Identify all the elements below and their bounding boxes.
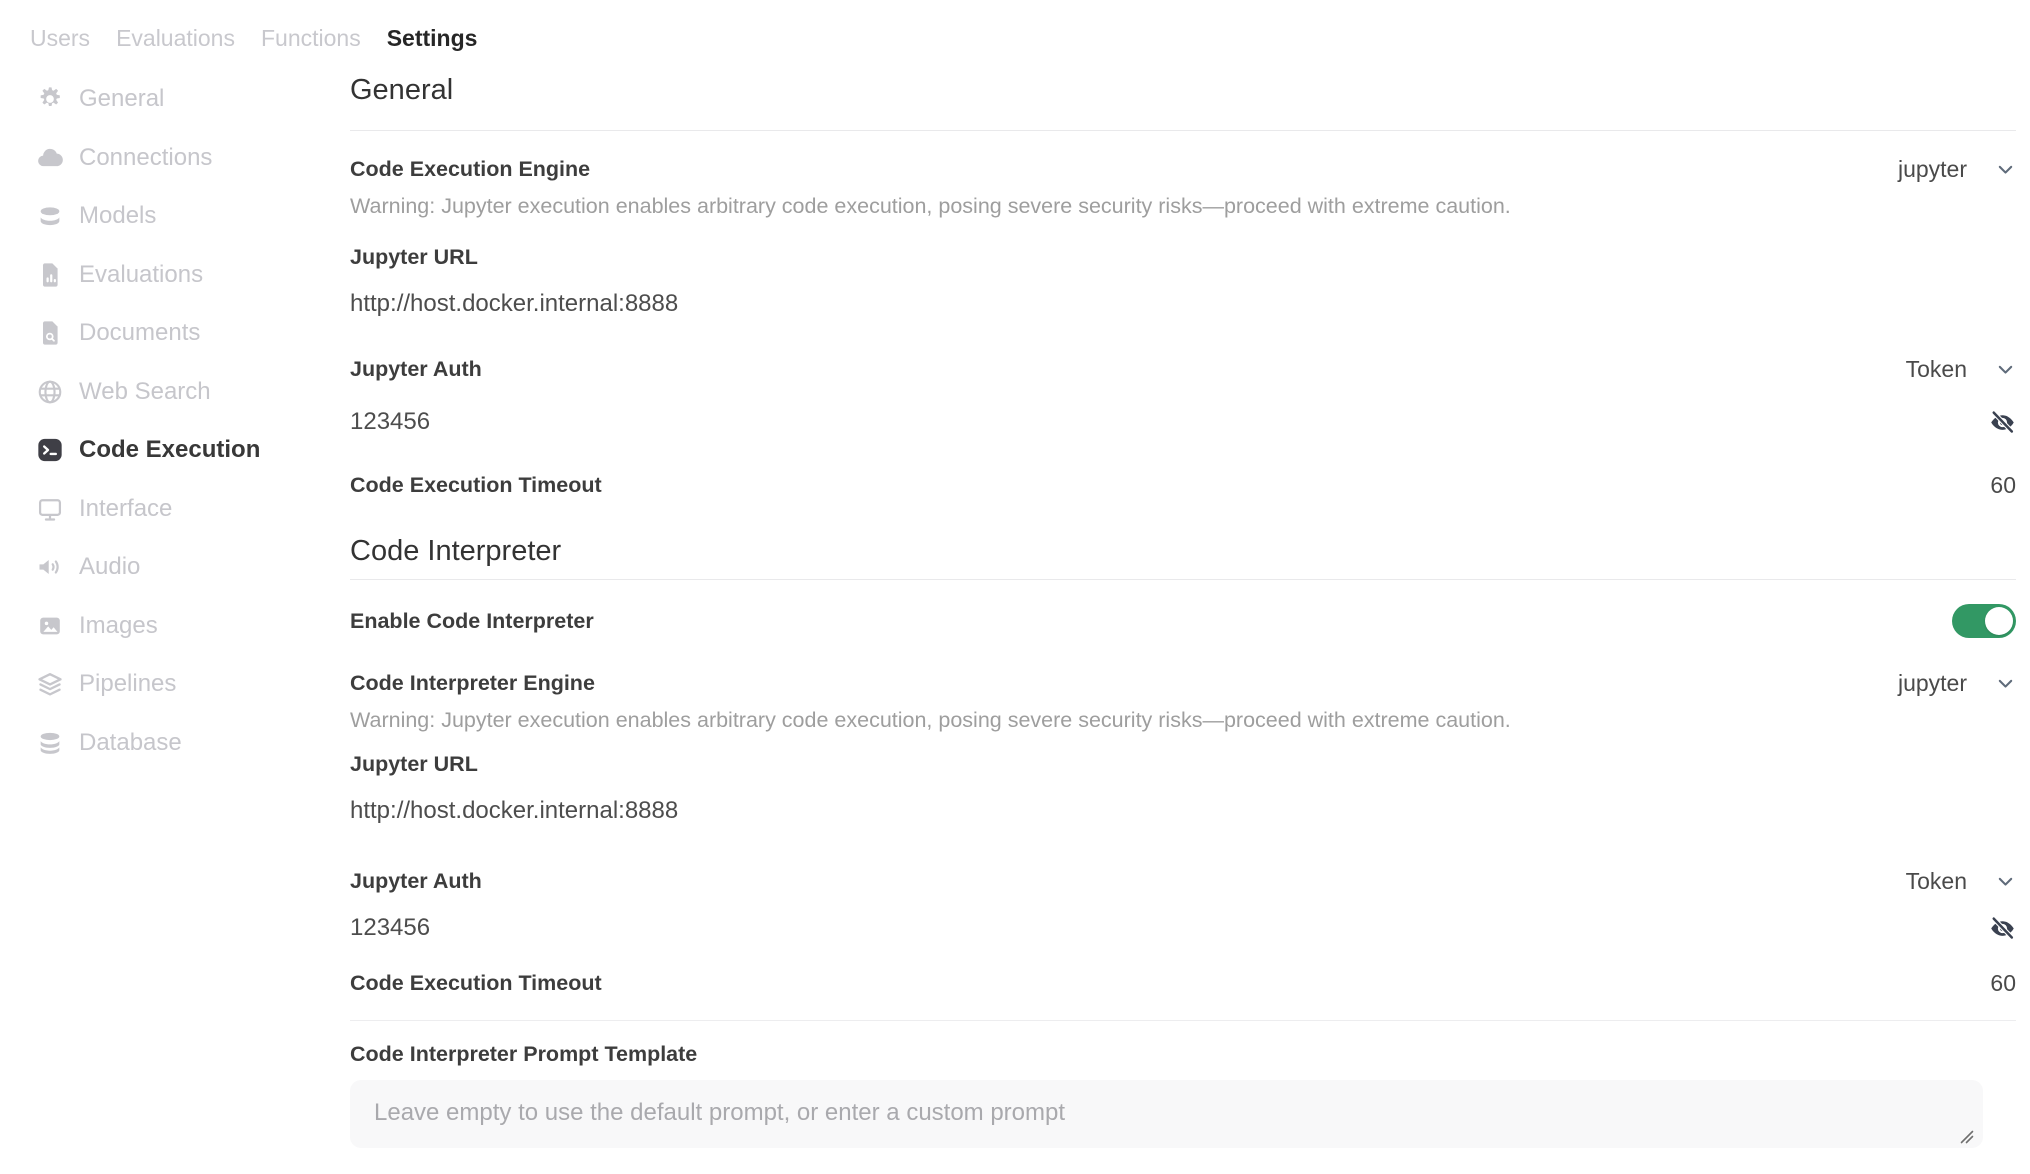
code-execution-engine-select[interactable] <box>1898 155 2016 183</box>
code-execution-engine-value: jupyter <box>1897 156 1967 182</box>
terminal-icon <box>36 436 64 464</box>
tab-functions[interactable]: Functions <box>260 24 361 51</box>
tab-settings[interactable]: Settings <box>386 24 478 51</box>
sidebar-item-label: Evaluations <box>79 260 204 288</box>
jupyter-token-input[interactable] <box>350 407 1989 437</box>
code-interpreter-engine-value: jupyter <box>1897 670 1967 696</box>
sidebar-item-evaluations[interactable] <box>36 246 350 305</box>
tab-evaluations[interactable]: Evaluations <box>116 24 235 51</box>
sidebar-item-general[interactable] <box>36 70 350 129</box>
enable-code-interpreter-toggle[interactable] <box>1952 604 2016 638</box>
toggle-token-visibility-button-2[interactable] <box>1989 915 2016 942</box>
code-execution-timeout-label: Code Execution Timeout <box>350 473 602 497</box>
jupyter-url-label: Jupyter URL <box>350 245 478 269</box>
sidebar-item-label: Interface <box>79 494 173 522</box>
layers-icon <box>36 670 64 698</box>
image-icon <box>36 612 64 640</box>
sidebar-item-documents[interactable] <box>36 304 350 363</box>
chevron-down-icon <box>1995 871 2016 892</box>
sidebar-item-label: Models <box>79 202 157 230</box>
divider <box>350 1020 2016 1021</box>
sidebar-item-label: Code Execution <box>79 436 261 464</box>
chevron-down-icon <box>1995 673 2016 694</box>
sidebar-item-models[interactable] <box>36 187 350 246</box>
jupyter-url-label: Jupyter URL <box>350 752 478 776</box>
jupyter-auth-value: Token <box>1905 356 1967 382</box>
code-interpreter-engine-select[interactable] <box>1898 669 2016 697</box>
sidebar-item-interface[interactable] <box>36 480 350 539</box>
sidebar-item-label: Connections <box>79 143 213 171</box>
sidebar-item-code-execution[interactable] <box>36 421 350 480</box>
jupyter-url-input[interactable] <box>350 289 2016 319</box>
document-search-icon <box>36 319 64 347</box>
stack-icon <box>36 202 64 230</box>
speaker-icon <box>36 553 64 581</box>
toggle-knob <box>1985 607 2013 635</box>
settings-sidebar <box>0 56 350 772</box>
sidebar-item-database[interactable] <box>36 714 350 773</box>
globe-icon <box>36 378 64 406</box>
prompt-template-label: Code Interpreter Prompt Template <box>350 1042 698 1066</box>
jupyter-token-input-2[interactable] <box>350 913 1989 943</box>
jupyter-auth-select[interactable] <box>1906 355 2016 383</box>
prompt-template-textarea[interactable] <box>350 1080 1983 1148</box>
section-title-general: General <box>350 74 454 106</box>
eye-slash-icon <box>1989 409 2016 436</box>
sidebar-item-connections[interactable] <box>36 129 350 188</box>
sidebar-item-pipelines[interactable] <box>36 655 350 714</box>
jupyter-auth-value: Token <box>1905 868 1967 894</box>
jupyter-url-input-2[interactable] <box>350 796 2016 826</box>
divider <box>350 579 2016 580</box>
enable-code-interpreter-label: Enable Code Interpreter <box>350 609 594 633</box>
admin-top-nav <box>0 0 2030 56</box>
chevron-down-icon <box>1995 359 2016 380</box>
gear-icon <box>36 85 64 113</box>
database-icon <box>36 729 64 757</box>
document-chart-icon <box>36 261 64 289</box>
jupyter-warning-text: Warning: Jupyter execution enables arbitrary code execution, posing severe security risks—proceed with extreme caution. <box>350 194 1511 218</box>
sidebar-item-audio[interactable] <box>36 538 350 597</box>
code-interpreter-engine-label: Code Interpreter Engine <box>350 671 595 695</box>
code-execution-engine-label: Code Execution Engine <box>350 157 591 181</box>
jupyter-auth-label: Jupyter Auth <box>350 869 482 893</box>
monitor-icon <box>36 495 64 523</box>
sidebar-item-label: Web Search <box>79 377 211 405</box>
code-execution-timeout-value[interactable]: 60 <box>1990 471 2016 498</box>
sidebar-item-label: Pipelines <box>79 670 177 698</box>
jupyter-auth-label: Jupyter Auth <box>350 357 482 381</box>
code-execution-timeout-value[interactable]: 60 <box>1990 969 2016 996</box>
section-title-code-interpreter: Code Interpreter <box>350 535 562 567</box>
sidebar-item-label: Database <box>79 728 182 756</box>
toggle-token-visibility-button[interactable] <box>1989 409 2016 436</box>
tab-users[interactable]: Users <box>30 24 91 51</box>
code-execution-settings-panel <box>350 56 2030 1153</box>
divider <box>350 130 2016 131</box>
sidebar-item-images[interactable] <box>36 597 350 656</box>
sidebar-item-label: Images <box>79 611 158 639</box>
jupyter-warning-text: Warning: Jupyter execution enables arbitrary code execution, posing severe security risks—proceed with extreme caution. <box>350 708 1511 732</box>
sidebar-item-label: Audio <box>79 553 141 581</box>
sidebar-item-label: General <box>79 85 165 113</box>
resize-handle-icon[interactable] <box>1960 1130 1974 1144</box>
jupyter-auth-select-2[interactable] <box>1906 867 2016 895</box>
chevron-down-icon <box>1995 159 2016 180</box>
sidebar-item-web-search[interactable] <box>36 363 350 422</box>
cloud-icon <box>36 144 64 172</box>
eye-slash-icon <box>1989 915 2016 942</box>
code-execution-timeout-label: Code Execution Timeout <box>350 971 602 995</box>
sidebar-item-label: Documents <box>79 319 201 347</box>
